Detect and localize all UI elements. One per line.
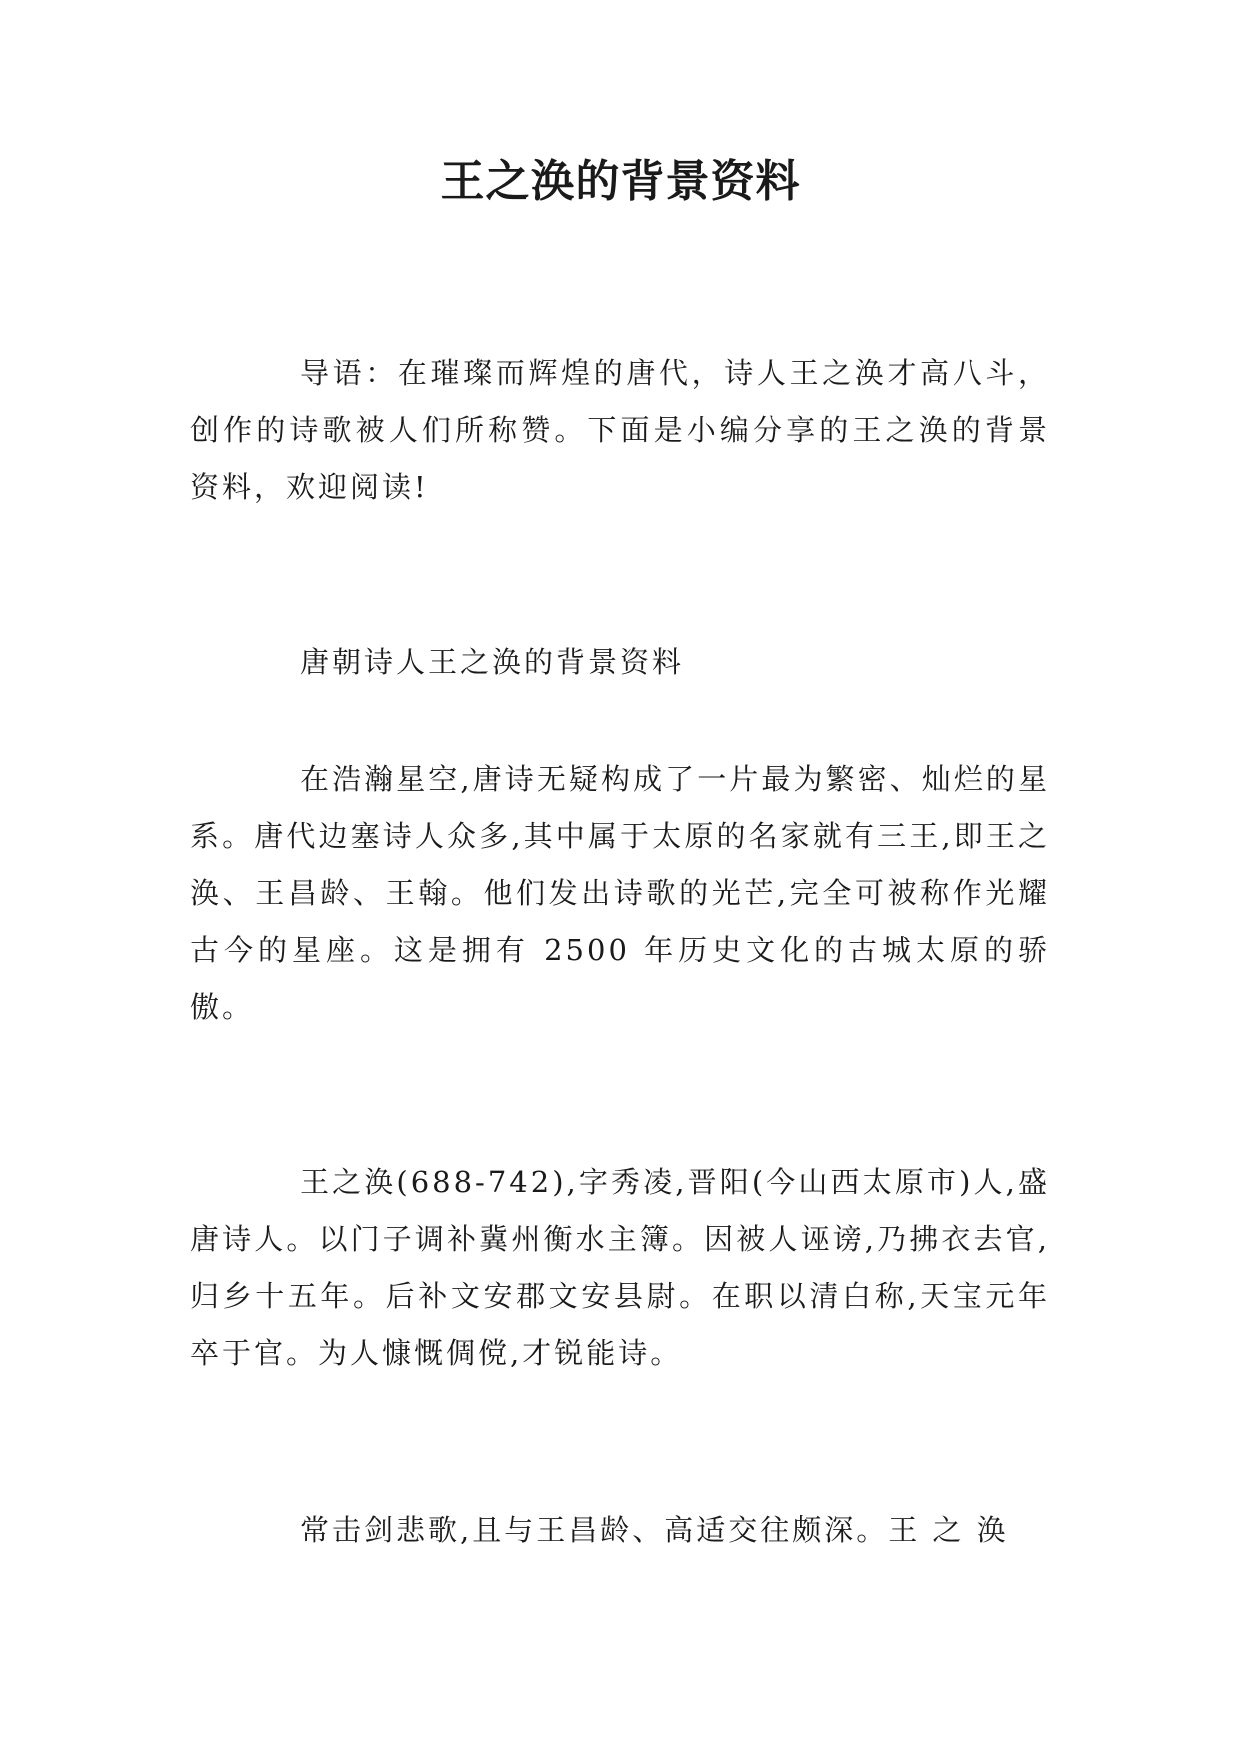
document-title: 王之涣的背景资料 xyxy=(440,156,801,207)
section-heading: 唐朝诗人王之涣的背景资料 xyxy=(300,645,685,679)
intro-paragraph: 导语：在璀璨而辉煌的唐代，诗人王之涣才高八斗，创作的诗歌被人们所称赞。下面是小编分享的王之涣的背景资料，欢迎阅读! xyxy=(190,356,1050,504)
body-paragraph: 王之涣(688-742),字秀凌,晋阳(今山西太原市)人,盛唐诗人。以门子调补冀州衡水主簿。因被人诬谤,乃拂衣去官,归乡十五年。后补文安郡文安县尉。在职以清白称,天宝元年卒于官。为人慷慨倜傥,才锐能诗。 xyxy=(190,1165,1050,1370)
body-paragraph: 在浩瀚星空,唐诗无疑构成了一片最为繁密、灿烂的星系。唐代边塞诗人众多,其中属于太原的名家就有三王,即王之涣、王昌龄、王翰。他们发出诗歌的光芒,完全可被称作光耀古今的星座。这是拥有 2500 年历史文化的古城太原的骄傲。 xyxy=(190,762,1050,1024)
body-paragraph: 常击剑悲歌,且与王昌龄、高适交往颇深。王 之 涣 xyxy=(300,1513,1009,1547)
